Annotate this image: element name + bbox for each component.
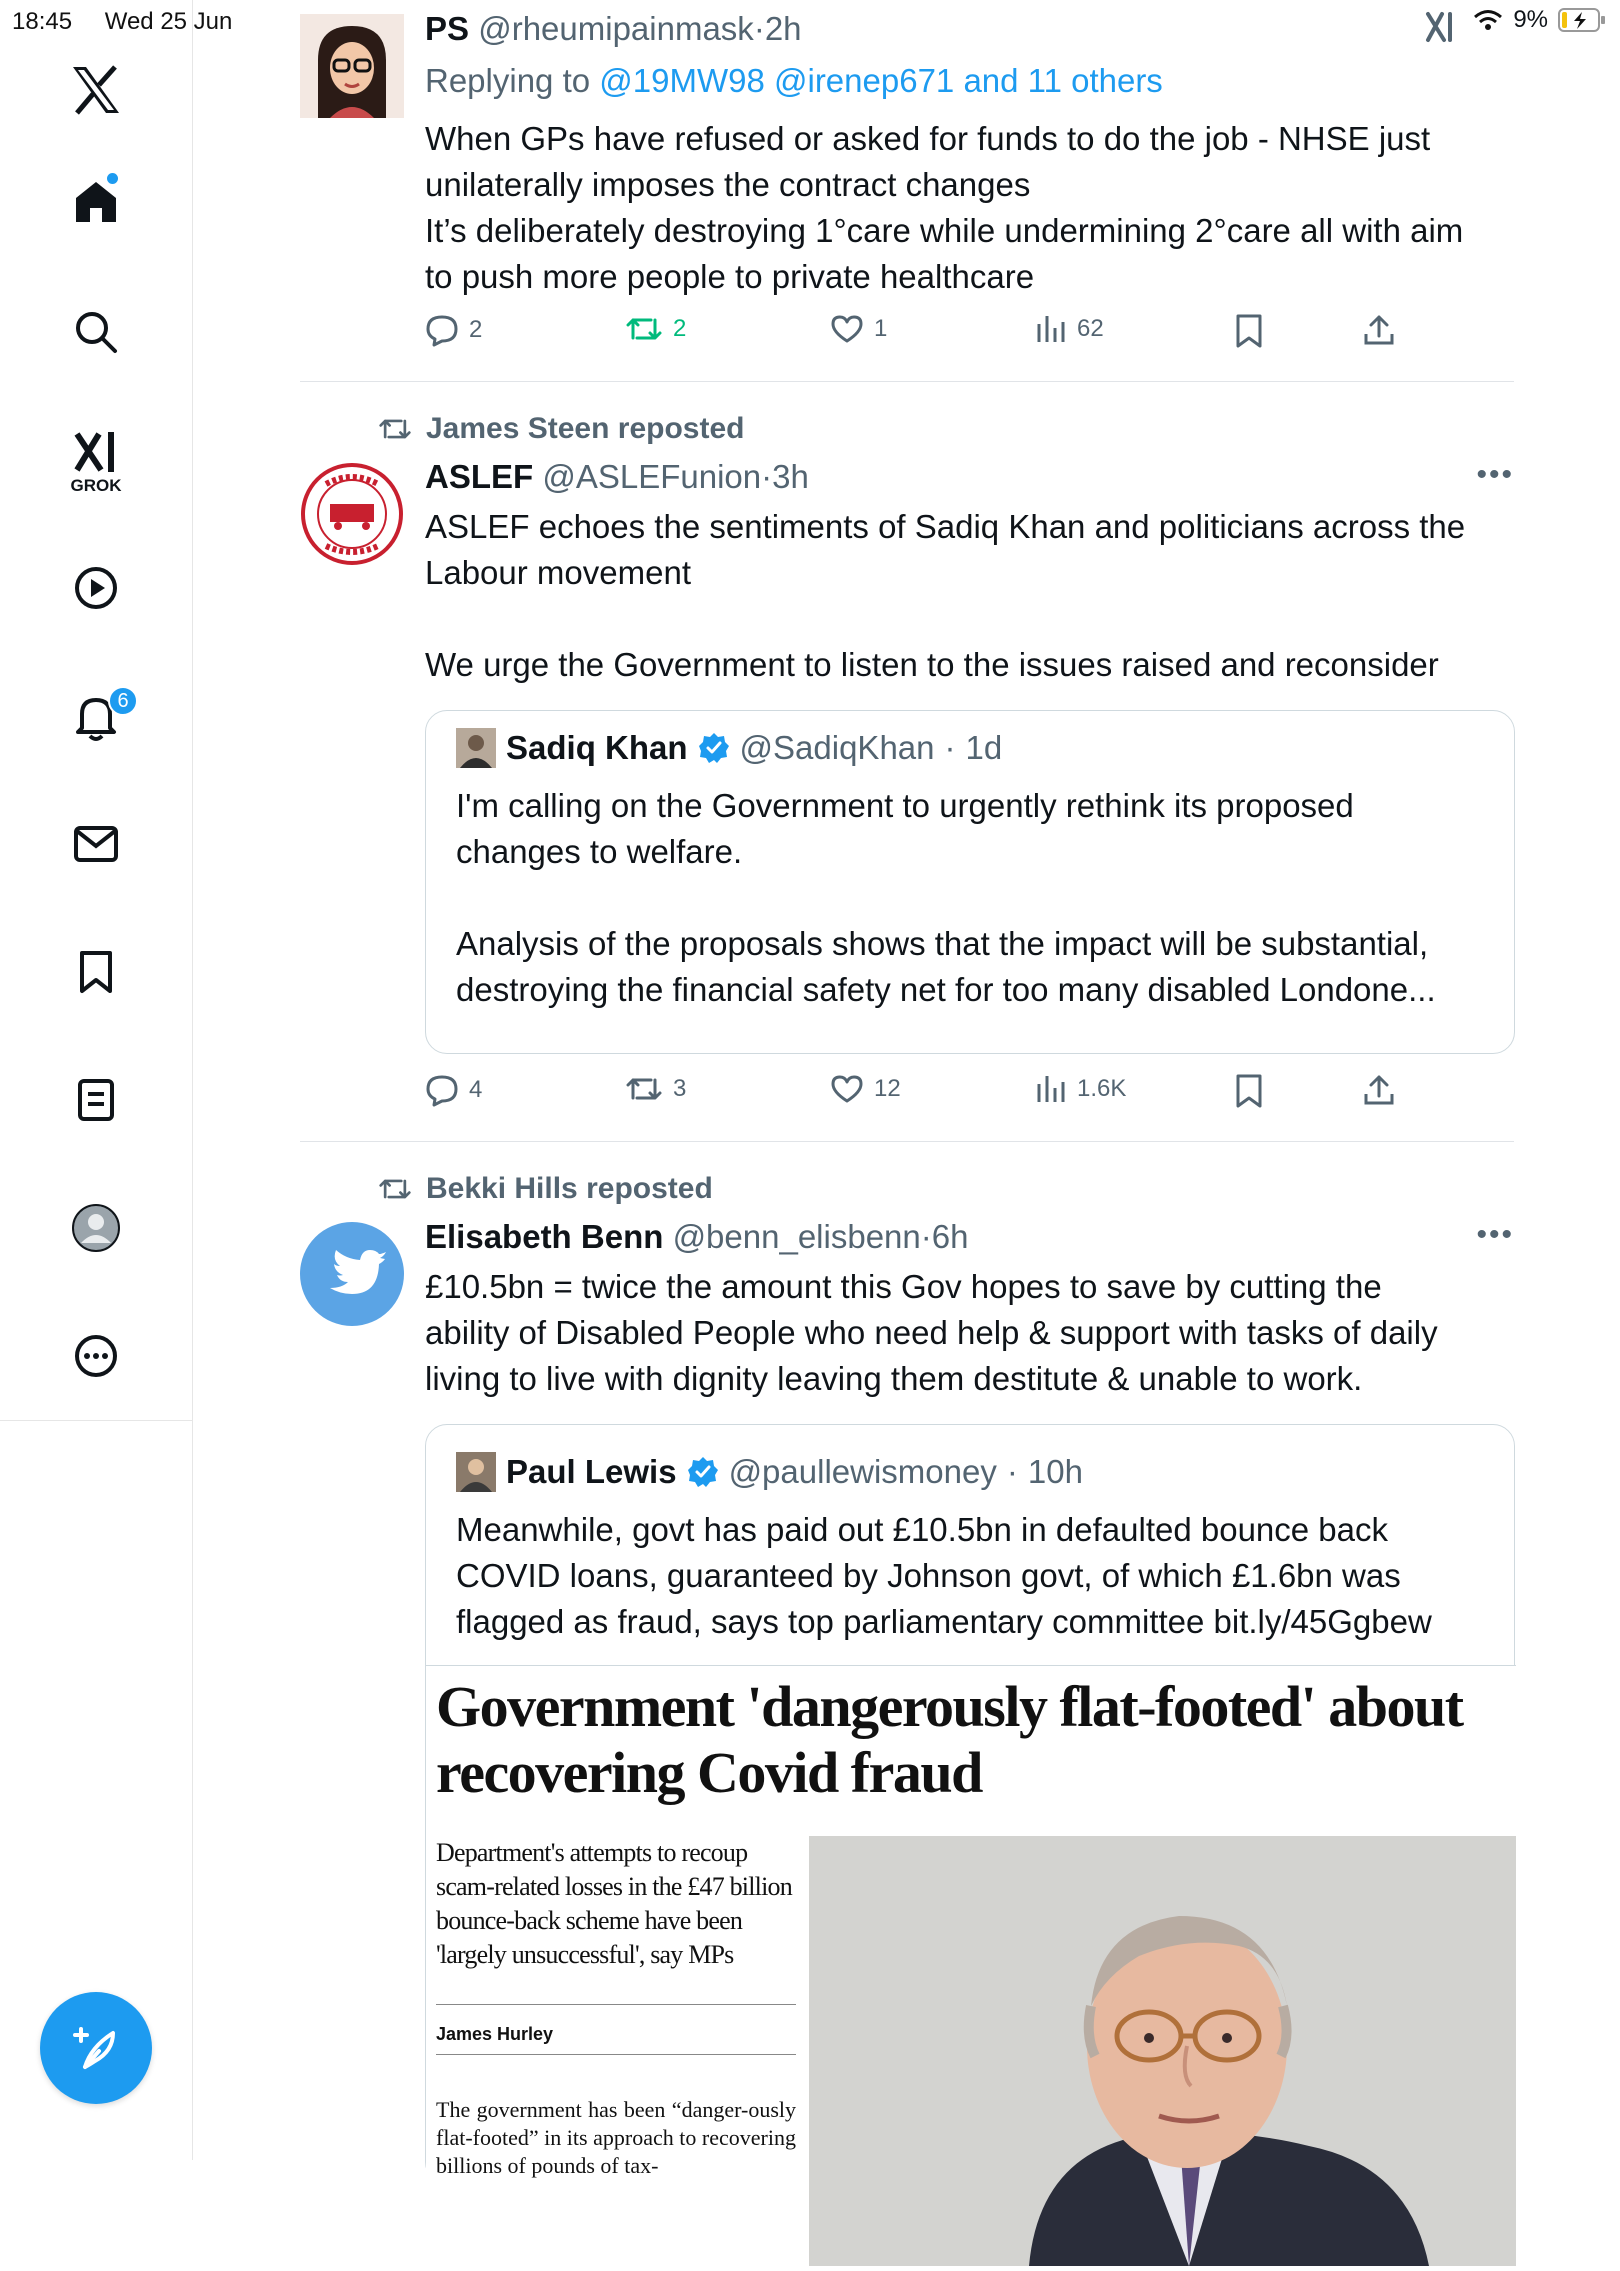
like-count: 12 [874, 1075, 901, 1102]
home-icon[interactable] [64, 170, 128, 234]
quote-text [456, 783, 1496, 1013]
article-headline: Government 'dangerously flat-footed' about recovering Covid fraud [436, 1674, 1463, 1805]
verified-badge-icon [698, 732, 730, 764]
battery-percent: 9% [1513, 6, 1548, 33]
quote-author-avatar[interactable] [456, 728, 496, 768]
tweet-3-repost-context[interactable] [378, 1172, 713, 1206]
status-date: Wed 25 Jun [104, 8, 233, 35]
compose-feather-icon [69, 2021, 123, 2075]
search-icon[interactable] [64, 300, 128, 364]
quote-line: I'm calling on the Government to urgently rethink its proposed [456, 787, 1354, 824]
article-lead-text: The government has been “danger-ously flat-footed” in its approach to recovering billions of pounds of tax- [436, 2097, 796, 2178]
quote-separator: · [944, 729, 956, 766]
article-byline: James Hurley [436, 2024, 554, 2044]
tweet-divider [300, 381, 1514, 382]
tweet-1-time: 2h [764, 10, 802, 47]
byline-rule [436, 2054, 796, 2055]
more-options-icon[interactable] [64, 1324, 128, 1388]
quote-line: COVID loans, guaranteed by Johnson govt, of which £1.6bn was [456, 1557, 1401, 1594]
tweet-2-more-options[interactable]: ••• [1476, 458, 1514, 491]
tweet-1-line: unilaterally imposes the contract changes [425, 166, 1031, 203]
tweet-2-line: ASLEF echoes the sentiments of Sadiq Khan and politicians across the [425, 508, 1466, 545]
compose-post-button[interactable] [40, 1992, 152, 2104]
tweet-1-avatar[interactable] [300, 14, 404, 118]
views-count: 62 [1077, 315, 1104, 342]
tweet-divider [300, 1141, 1514, 1142]
quote-header [456, 725, 1496, 771]
verified-badge-icon [687, 1456, 719, 1488]
bird-icon [300, 1222, 404, 1326]
tweet-3-separator: · [920, 1218, 932, 1255]
reply-icon [425, 1074, 459, 1106]
quote-separator: · [1006, 1453, 1018, 1490]
tweet-2-handle[interactable]: @ASLEFunion [542, 458, 762, 495]
messages-envelope-icon[interactable] [64, 812, 128, 876]
quote-author-avatar[interactable] [456, 1452, 496, 1492]
tweet-2-line: We urge the Government to listen to the issues raised and reconsider [425, 646, 1439, 683]
article-preview-image[interactable] [426, 1665, 1516, 2265]
quote-line: Meanwhile, govt has paid out £10.5bn in defaulted bounce back [456, 1511, 1389, 1548]
views-chart-icon [1035, 1074, 1067, 1104]
tweet-2-avatar[interactable] [300, 462, 404, 566]
repost-count: 3 [673, 1075, 687, 1102]
quote-blank-line [456, 875, 1496, 921]
tweet-2-quote[interactable] [425, 710, 1515, 1054]
tweet-1-actions [425, 314, 1515, 354]
battery-icon [1558, 7, 1606, 33]
repost-icon [625, 314, 663, 344]
reply-button[interactable] [425, 314, 482, 346]
tweet-3-author-name[interactable]: Elisabeth Benn [425, 1218, 664, 1255]
tweet-1-author-name[interactable]: PS [425, 10, 470, 47]
repost-icon [625, 1074, 663, 1104]
bookmark-button[interactable] [1235, 1074, 1263, 1108]
replying-prefix: Replying to [425, 62, 600, 99]
reposted-by-label: James Steen reposted [426, 412, 745, 445]
repost-button[interactable] [625, 314, 686, 344]
tweet-1-separator: · [753, 10, 765, 47]
tweet-1-header [425, 6, 1515, 52]
tweet-1-line: It’s deliberately destroying 1°care while undermining 2°care all with aim [425, 212, 1464, 249]
views-chart-icon [1035, 314, 1067, 344]
quote-header [456, 1449, 1496, 1495]
tweet-2-actions [425, 1074, 1515, 1114]
replying-to-links[interactable]: @19MW98 @irenep671 and 11 others [599, 62, 1163, 99]
tweet-3-header [425, 1214, 1515, 1260]
like-button[interactable] [830, 314, 887, 344]
quote-line: Analysis of the proposals shows that the impact will be substantial, [456, 925, 1429, 962]
tweet-2-author-name[interactable]: ASLEF [425, 458, 534, 495]
profile-avatar-icon[interactable] [64, 1196, 128, 1260]
article-standfirst: Department's attempts to recoup scam-related losses in the £47 billion bounce-back scheme have been 'largely unsuccessful', say MPs [436, 1838, 792, 1969]
grok-label: GROK [70, 476, 122, 495]
tweet-2-header [425, 454, 1515, 500]
status-time: 18:45 [12, 8, 73, 35]
heart-icon [830, 314, 864, 344]
bookmarks-icon[interactable] [64, 940, 128, 1004]
share-icon [1363, 1074, 1395, 1106]
views-count: 1.6K [1077, 1075, 1127, 1102]
reply-icon [425, 314, 459, 346]
bookmark-button[interactable] [1235, 314, 1263, 348]
lists-icon[interactable] [64, 1068, 128, 1132]
like-count: 1 [874, 315, 888, 342]
tweet-1-text [425, 116, 1515, 300]
quote-time: 1d [965, 729, 1003, 766]
tweet-1-replying-to [425, 58, 1515, 104]
share-button[interactable] [1363, 1074, 1395, 1106]
tweet-3-quote[interactable] [425, 1424, 1515, 2184]
tweet-3-line: living to live with dignity leaving them destitute & unable to work. [425, 1360, 1363, 1397]
tweet-3-text [425, 1264, 1515, 1402]
quote-line: destroying the financial safety net for too many disabled Londone... [456, 971, 1436, 1008]
repost-count: 2 [673, 315, 687, 342]
quote-time: 10h [1027, 1453, 1083, 1490]
bookmark-icon [1235, 314, 1263, 348]
tweet-2-repost-context[interactable] [378, 412, 744, 446]
repost-icon [378, 415, 412, 443]
repost-button[interactable] [625, 1074, 686, 1104]
videos-icon[interactable] [64, 556, 128, 620]
reply-count: 4 [469, 1076, 483, 1103]
sidebar [0, 0, 193, 2160]
tweet-2-separator: · [761, 458, 773, 495]
tweet-2[interactable] [425, 454, 1515, 688]
quote-author-name[interactable]: Paul Lewis [506, 1453, 677, 1490]
views-button[interactable] [1035, 314, 1104, 344]
tweet-2-text [425, 504, 1515, 688]
tweet-3[interactable] [425, 1214, 1515, 1402]
x-logo-icon[interactable] [64, 58, 128, 122]
like-button[interactable] [830, 1074, 901, 1104]
tweet-2-line: Labour movement [425, 554, 691, 591]
quote-author-handle[interactable]: @paullewismoney [728, 1453, 997, 1490]
home-unread-dot [107, 173, 118, 184]
article-photo [809, 1836, 1516, 2266]
repost-icon [378, 1175, 412, 1203]
quote-author-name[interactable]: Sadiq Khan [506, 729, 688, 766]
tweet-2-blank-line [425, 596, 1515, 642]
tweet-1-line: to push more people to private healthcare [425, 258, 1035, 295]
quote-line: flagged as fraud, says top parliamentary committee bit.ly/45Ggbew [456, 1603, 1432, 1640]
tweet-1-handle[interactable]: @rheumipainmask [478, 10, 754, 47]
quote-line: changes to welfare. [456, 833, 743, 870]
tweet-1[interactable] [425, 6, 1515, 300]
tweet-3-line: £10.5bn = twice the amount this Gov hopes to save by cutting the [425, 1268, 1382, 1305]
sidebar-divider [0, 1420, 193, 1421]
reposted-by-label: Bekki Hills reposted [426, 1172, 713, 1205]
quote-text [456, 1507, 1496, 1645]
reply-count: 2 [469, 316, 483, 343]
reply-button[interactable] [425, 1074, 482, 1106]
tweet-3-line: ability of Disabled People who need help & support with tasks of daily [425, 1314, 1438, 1351]
share-icon [1363, 314, 1395, 346]
bookmark-icon [1235, 1074, 1263, 1108]
tweet-2-time: 3h [772, 458, 809, 495]
byline-rule [436, 2004, 796, 2005]
tweet-3-time: 6h [931, 1218, 969, 1255]
tweet-3-handle[interactable]: @benn_elisbenn [672, 1218, 921, 1255]
grok-icon[interactable] [64, 420, 128, 484]
tweet-3-more-options[interactable]: ••• [1476, 1218, 1514, 1251]
tweet-3-avatar[interactable] [300, 1222, 404, 1326]
quote-author-handle[interactable]: @SadiqKhan [739, 729, 935, 766]
share-button[interactable] [1363, 314, 1395, 346]
heart-icon [830, 1074, 864, 1104]
notifications-badge: 6 [108, 686, 138, 716]
tweet-1-line: When GPs have refused or asked for funds to do the job - NHSE just [425, 120, 1431, 157]
views-button[interactable] [1035, 1074, 1126, 1104]
